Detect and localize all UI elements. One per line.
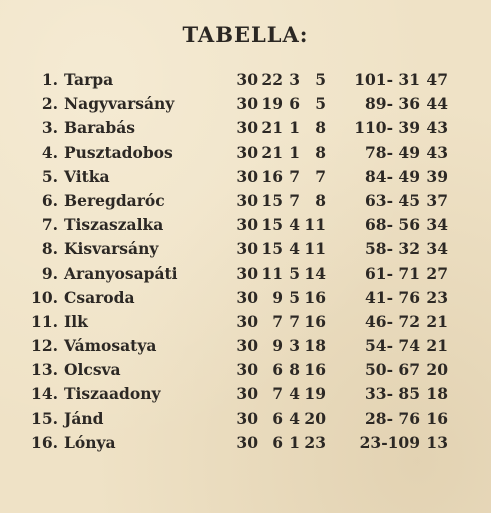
- won-cell: 19: [261, 94, 283, 114]
- team-name: Beregdaróc: [64, 190, 165, 210]
- lost-cell: 16: [304, 311, 326, 331]
- points-cell: 23: [426, 287, 448, 307]
- won-cell: 9: [272, 287, 283, 307]
- drawn-cell: 4: [289, 408, 300, 428]
- team-name: Nagyvarsány: [64, 94, 175, 114]
- goals-cell: 63- 45: [365, 190, 420, 210]
- table-row: [28, 286, 468, 310]
- points-cell: 16: [426, 408, 448, 428]
- won-cell: 7: [272, 384, 283, 404]
- points-cell: 13: [426, 432, 448, 452]
- table-row: [28, 382, 468, 406]
- played-cell: 30: [236, 118, 258, 138]
- rank-cell: 7.: [41, 215, 58, 235]
- goals-cell: 89- 36: [365, 94, 420, 114]
- goals-cell: 68- 56: [365, 215, 420, 235]
- points-cell: 21: [426, 336, 448, 356]
- won-cell: 16: [261, 166, 283, 186]
- goals-cell: 33- 85: [365, 384, 420, 404]
- lost-cell: 16: [304, 287, 326, 307]
- standings-table: [28, 68, 468, 455]
- rank-cell: 13.: [31, 360, 58, 380]
- goals-cell: 58- 32: [365, 239, 420, 259]
- table-row: [28, 431, 468, 455]
- team-name: Vitka: [64, 166, 110, 186]
- team-name: Ilk: [64, 311, 88, 331]
- won-cell: 15: [261, 239, 283, 259]
- played-cell: 30: [236, 190, 258, 210]
- won-cell: 15: [261, 190, 283, 210]
- drawn-cell: 4: [289, 215, 300, 235]
- won-cell: 21: [261, 142, 283, 162]
- drawn-cell: 5: [289, 263, 300, 283]
- goals-cell: 78- 49: [365, 142, 420, 162]
- lost-cell: 18: [304, 336, 326, 356]
- points-cell: 27: [426, 263, 448, 283]
- rank-cell: 15.: [31, 408, 58, 428]
- won-cell: 6: [272, 432, 283, 452]
- table-row: [28, 310, 468, 334]
- played-cell: 30: [236, 432, 258, 452]
- lost-cell: 23: [304, 432, 326, 452]
- drawn-cell: 1: [289, 432, 300, 452]
- goals-cell: 54- 74: [365, 336, 420, 356]
- lost-cell: 8: [315, 190, 326, 210]
- won-cell: 6: [272, 408, 283, 428]
- goals-cell: 61- 71: [365, 263, 420, 283]
- won-cell: 15: [261, 215, 283, 235]
- lost-cell: 14: [304, 263, 326, 283]
- won-cell: 11: [261, 263, 283, 283]
- team-name: Tarpa: [64, 70, 114, 89]
- lost-cell: 19: [304, 384, 326, 404]
- team-name: Tiszaszalka: [64, 215, 164, 235]
- points-cell: 18: [426, 384, 448, 404]
- points-cell: 43: [426, 118, 448, 138]
- points-cell: 47: [426, 70, 448, 89]
- points-cell: 34: [426, 239, 448, 259]
- team-name: Pusztadobos: [64, 142, 173, 162]
- rank-cell: 9.: [41, 263, 58, 283]
- played-cell: 30: [236, 336, 258, 356]
- lost-cell: 11: [304, 239, 326, 259]
- played-cell: 30: [236, 360, 258, 380]
- rank-cell: 14.: [31, 384, 58, 404]
- rank-cell: 3.: [41, 118, 58, 138]
- rank-cell: 11.: [31, 311, 58, 331]
- won-cell: 22: [261, 70, 283, 89]
- rank-cell: 10.: [31, 287, 58, 307]
- points-cell: 37: [426, 190, 448, 210]
- lost-cell: 8: [315, 118, 326, 138]
- table-row: [28, 358, 468, 382]
- team-name: Vámosatya: [64, 336, 157, 356]
- goals-cell: 101- 31: [354, 70, 420, 89]
- played-cell: 30: [236, 287, 258, 307]
- rank-cell: 16.: [31, 432, 58, 452]
- rank-cell: 1.: [41, 70, 58, 89]
- rank-cell: 2.: [41, 94, 58, 114]
- points-cell: 39: [426, 166, 448, 186]
- goals-cell: 28- 76: [365, 408, 420, 428]
- drawn-cell: 6: [289, 94, 300, 114]
- drawn-cell: 1: [289, 142, 300, 162]
- team-name: Olcsva: [64, 360, 121, 380]
- played-cell: 30: [236, 384, 258, 404]
- played-cell: 30: [236, 70, 258, 89]
- lost-cell: 7: [315, 166, 326, 186]
- lost-cell: 5: [315, 70, 326, 89]
- drawn-cell: 7: [289, 311, 300, 331]
- goals-cell: 50- 67: [365, 360, 420, 380]
- team-name: Jánd: [64, 408, 104, 428]
- played-cell: 30: [236, 166, 258, 186]
- team-name: Lónya: [64, 432, 116, 452]
- table-row: [28, 116, 468, 140]
- table-row: [28, 213, 468, 237]
- drawn-cell: 5: [289, 287, 300, 307]
- team-name: Csaroda: [64, 287, 135, 307]
- played-cell: 30: [236, 215, 258, 235]
- lost-cell: 8: [315, 142, 326, 162]
- points-cell: 34: [426, 215, 448, 235]
- played-cell: 30: [236, 142, 258, 162]
- played-cell: 30: [236, 239, 258, 259]
- goals-cell: 46- 72: [365, 311, 420, 331]
- lost-cell: 20: [304, 408, 326, 428]
- table-row: [28, 165, 468, 189]
- rank-cell: 4.: [41, 142, 58, 162]
- table-row: [28, 68, 468, 92]
- drawn-cell: 3: [289, 70, 300, 89]
- rank-cell: 5.: [41, 166, 58, 186]
- table-row: [28, 189, 468, 213]
- drawn-cell: 3: [289, 336, 300, 356]
- won-cell: 9: [272, 336, 283, 356]
- table-row: [28, 92, 468, 116]
- table-row: [28, 141, 468, 165]
- drawn-cell: 4: [289, 239, 300, 259]
- won-cell: 6: [272, 360, 283, 380]
- rank-cell: 8.: [41, 239, 58, 259]
- drawn-cell: 4: [289, 384, 300, 404]
- team-name: Tiszaadony: [64, 384, 161, 404]
- goals-cell: 23-109: [359, 432, 420, 452]
- drawn-cell: 1: [289, 118, 300, 138]
- points-cell: 43: [426, 142, 448, 162]
- drawn-cell: 7: [289, 166, 300, 186]
- goals-cell: 41- 76: [365, 287, 420, 307]
- page-title: TABELLA:: [182, 22, 309, 47]
- table-row: [28, 407, 468, 431]
- played-cell: 30: [236, 94, 258, 114]
- drawn-cell: 7: [289, 190, 300, 210]
- rank-cell: 6.: [41, 190, 58, 210]
- rank-cell: 12.: [31, 336, 58, 356]
- lost-cell: 16: [304, 360, 326, 380]
- table-row: [28, 237, 468, 261]
- team-name: Kisvarsány: [64, 239, 159, 259]
- points-cell: 44: [426, 94, 448, 114]
- won-cell: 21: [261, 118, 283, 138]
- goals-cell: 110- 39: [354, 118, 420, 138]
- lost-cell: 11: [304, 215, 326, 235]
- won-cell: 7: [272, 311, 283, 331]
- played-cell: 30: [236, 311, 258, 331]
- team-name: Aranyosapáti: [64, 263, 178, 283]
- team-name: Barabás: [64, 118, 135, 138]
- points-cell: 21: [426, 311, 448, 331]
- table-row: [28, 262, 468, 286]
- drawn-cell: 8: [289, 360, 300, 380]
- goals-cell: 84- 49: [365, 166, 420, 186]
- table-row: [28, 334, 468, 358]
- played-cell: 30: [236, 263, 258, 283]
- lost-cell: 5: [315, 94, 326, 114]
- played-cell: 30: [236, 408, 258, 428]
- points-cell: 20: [426, 360, 448, 380]
